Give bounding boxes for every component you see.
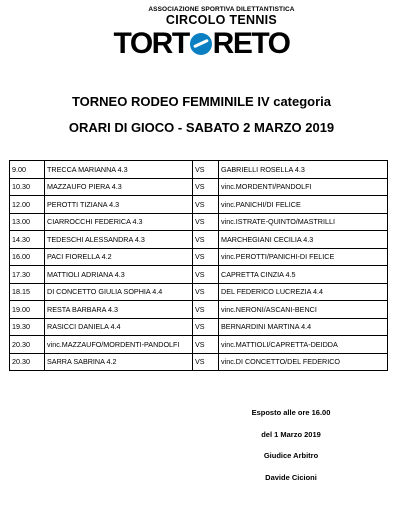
- player-1: PACI FIORELLA 4.2: [45, 248, 193, 266]
- vs-label: VS: [193, 266, 219, 284]
- vs-label: VS: [193, 283, 219, 301]
- match-time: 12.00: [10, 196, 45, 214]
- player-1: RESTA BARBARA 4.3: [45, 301, 193, 319]
- match-time: 14.30: [10, 231, 45, 249]
- referee-role: Giudice Arbitro: [263, 451, 319, 460]
- vs-label: VS: [193, 196, 219, 214]
- table-row: [10, 196, 388, 214]
- match-time: 9.00: [10, 161, 45, 179]
- vs-label: VS: [193, 248, 219, 266]
- match-time: 10.30: [10, 178, 45, 196]
- player-1: MATTIOLI ADRIANA 4.3: [45, 266, 193, 284]
- player-2: DEL FEDERICO LUCREZIA 4.4: [219, 283, 388, 301]
- table-row: [10, 231, 388, 249]
- posted-date: del 1 Marzo 2019: [261, 429, 321, 439]
- club-logo: [0, 6, 403, 59]
- match-time: 13.00: [10, 213, 45, 231]
- table-row: [10, 353, 388, 371]
- player-1: SARRA SABRINA 4.2: [45, 353, 193, 371]
- player-2: BERNARDINI MARTINA 4.4: [219, 318, 388, 336]
- table-row: [10, 178, 388, 196]
- schedule-subtitle: ORARI DI GIOCO - SABATO 2 MARZO 2019: [68, 120, 335, 135]
- vs-label: VS: [193, 336, 219, 354]
- vs-label: VS: [193, 178, 219, 196]
- player-1: MAZZAUFO PIERA 4.3: [45, 178, 193, 196]
- association-label: ASSOCIAZIONE SPORTIVA DILETTANTISTICA: [148, 6, 295, 13]
- table-row: [10, 336, 388, 354]
- player-1: RASICCI DANIELA 4.4: [45, 318, 193, 336]
- player-2: CAPRETTA CINZIA 4.5: [219, 266, 388, 284]
- match-time: 18.15: [10, 283, 45, 301]
- referee-name: Davide Cicioni: [265, 472, 317, 482]
- player-2: vinc.PANICHI/DI FELICE: [219, 196, 388, 214]
- club-name: CIRCOLO TENNIS: [165, 13, 278, 27]
- match-time: 20.30: [10, 353, 45, 371]
- tournament-title: TORNEO RODEO FEMMINILE IV categoria: [71, 94, 332, 109]
- match-time: 16.00: [10, 248, 45, 266]
- player-1: DI CONCETTO GIULIA SOPHIA 4.4: [45, 283, 193, 301]
- player-2: vinc.MATTIOLI/CAPRETTA-DEIDDA: [219, 336, 388, 354]
- player-1: PEROTTI TIZIANA 4.3: [45, 196, 193, 214]
- table-row: [10, 266, 388, 284]
- match-time: 19.00: [10, 301, 45, 319]
- tennis-ball-icon: [190, 33, 212, 55]
- player-2: GABRIELLI ROSELLA 4.3: [219, 161, 388, 179]
- match-time: 19.30: [10, 318, 45, 336]
- table-row: [10, 301, 388, 319]
- table-row: [10, 283, 388, 301]
- referee-notice: [226, 402, 356, 488]
- player-2: vinc.MORDENTI/PANDOLFI: [219, 178, 388, 196]
- vs-label: VS: [193, 213, 219, 231]
- match-time: 20.30: [10, 336, 45, 354]
- match-time: 17.30: [10, 266, 45, 284]
- player-2: vinc.PEROTTI/PANICHI-DI FELICE: [219, 248, 388, 266]
- player-2: vinc.DI CONCETTO/DEL FEDERICO: [219, 353, 388, 371]
- vs-label: VS: [193, 353, 219, 371]
- vs-label: VS: [193, 318, 219, 336]
- schedule-table: [9, 160, 388, 371]
- vs-label: VS: [193, 231, 219, 249]
- player-2: vinc.ISTRATE-QUINTO/MASTRILLI: [219, 213, 388, 231]
- table-row: [10, 248, 388, 266]
- wordmark-right: RETO: [212, 27, 290, 60]
- player-2: MARCHEGIANI CECILIA 4.3: [219, 231, 388, 249]
- table-row: [10, 318, 388, 336]
- posted-time: Esposto alle ore 16.00: [251, 408, 331, 417]
- wordmark: [0, 29, 403, 59]
- wordmark-left: TORT: [113, 27, 189, 60]
- vs-label: VS: [193, 161, 219, 179]
- player-1: TRECCA MARIANNA 4.3: [45, 161, 193, 179]
- player-1: vinc.MAZZAUFO/MORDENTI-PANDOLFI: [45, 336, 193, 354]
- table-row: [10, 213, 388, 231]
- table-row: [10, 161, 388, 179]
- player-1: CIARROCCHI FEDERICA 4.3: [45, 213, 193, 231]
- player-2: vinc.NERONI/ASCANI-BENCI: [219, 301, 388, 319]
- vs-label: VS: [193, 301, 219, 319]
- player-1: TEDESCHI ALESSANDRA 4.3: [45, 231, 193, 249]
